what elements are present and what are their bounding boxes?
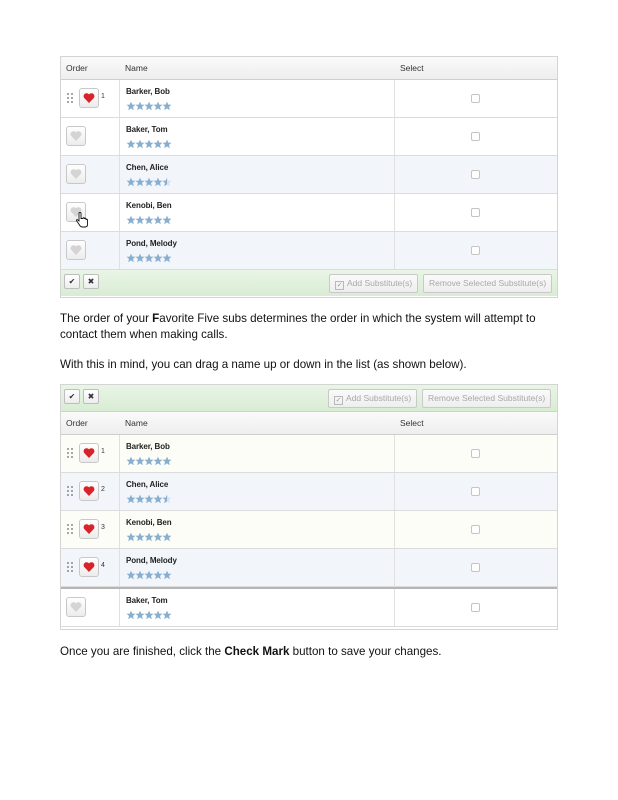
table-row[interactable]	[61, 511, 557, 549]
cancel-button[interactable]	[83, 274, 99, 289]
rating-stars	[126, 607, 171, 617]
check-icon: ✔	[68, 277, 76, 286]
select-checkbox[interactable]	[471, 94, 480, 103]
heart-icon	[83, 561, 95, 573]
table-row[interactable]	[61, 194, 557, 232]
instruction-paragraph: With this in mind, you can drag a name up or down in the list (as shown below).	[60, 358, 467, 371]
select-checkbox[interactable]	[471, 487, 480, 496]
sub-name: Chen, Alice	[126, 480, 169, 489]
sub-name: Kenobi, Ben	[126, 518, 172, 527]
favorites-grid-before	[60, 56, 558, 298]
drag-handle-icon[interactable]	[67, 524, 75, 536]
star-icon	[162, 610, 172, 620]
add-substitute-button[interactable]: ✓ Add Substitute(s)	[329, 274, 418, 293]
rating-stars	[126, 98, 171, 108]
star-icon	[162, 532, 172, 542]
rating-stars	[126, 250, 171, 260]
favorite-toggle[interactable]	[66, 240, 86, 260]
column-header-select[interactable]: Select	[400, 63, 424, 73]
sub-name: Baker, Tom	[126, 125, 168, 134]
favorite-toggle[interactable]	[66, 164, 86, 184]
favorite-toggle[interactable]	[79, 519, 99, 539]
order-number: 1	[101, 448, 105, 455]
heart-icon	[83, 92, 95, 104]
check-icon: ✔	[68, 392, 76, 401]
close-icon: ✖	[87, 277, 95, 286]
rating-stars	[126, 174, 171, 184]
table-row[interactable]	[61, 232, 557, 270]
grid-toolbar	[61, 270, 557, 296]
table-row[interactable]	[61, 587, 557, 627]
favorite-toggle[interactable]	[79, 443, 99, 463]
table-row[interactable]	[61, 156, 557, 194]
heart-outline-icon	[70, 244, 82, 256]
star-icon	[162, 494, 172, 504]
rating-stars	[126, 136, 171, 146]
heart-outline-icon	[70, 168, 82, 180]
rating-stars	[126, 491, 171, 501]
column-header-name[interactable]: Name	[125, 418, 148, 428]
grid-header	[61, 57, 557, 80]
column-header-select[interactable]: Select	[400, 418, 424, 428]
table-row[interactable]	[61, 435, 557, 473]
remove-substitute-button[interactable]: Remove Selected Substitute(s)	[423, 274, 552, 293]
favorite-toggle[interactable]	[66, 597, 86, 617]
grid-toolbar	[61, 385, 557, 412]
heart-icon	[83, 485, 95, 497]
column-header-name[interactable]: Name	[125, 63, 148, 73]
heart-outline-icon	[70, 601, 82, 613]
drag-handle-icon[interactable]	[67, 486, 75, 498]
favorite-toggle[interactable]	[66, 126, 86, 146]
rating-stars	[126, 567, 171, 577]
table-row[interactable]	[61, 473, 557, 511]
select-checkbox[interactable]	[471, 132, 480, 141]
cancel-button[interactable]	[83, 389, 99, 404]
table-row[interactable]	[61, 80, 557, 118]
remove-substitute-button[interactable]: Remove Selected Substitute(s)	[422, 389, 551, 408]
sub-name: Barker, Bob	[126, 442, 170, 451]
sub-name: Chen, Alice	[126, 163, 169, 172]
column-header-order[interactable]: Order	[66, 63, 88, 73]
heart-icon	[83, 523, 95, 535]
favorite-toggle[interactable]	[79, 481, 99, 501]
sub-name: Baker, Tom	[126, 596, 168, 605]
select-checkbox[interactable]	[471, 449, 480, 458]
star-icon	[162, 139, 172, 149]
table-row[interactable]	[61, 549, 557, 587]
sub-name: Pond, Melody	[126, 556, 177, 565]
rating-stars	[126, 212, 171, 222]
save-button[interactable]	[64, 389, 80, 404]
checkbox-icon: ✓	[335, 397, 342, 404]
select-checkbox[interactable]	[471, 525, 480, 534]
star-icon	[162, 456, 172, 466]
instruction-paragraph: The order of your Favorite Five subs determines the order in which the system will attempt to contact them when making calls.	[60, 312, 536, 341]
sub-name: Kenobi, Ben	[126, 201, 172, 210]
sub-name: Pond, Melody	[126, 239, 177, 248]
favorite-toggle[interactable]	[79, 557, 99, 577]
select-checkbox[interactable]	[471, 208, 480, 217]
save-button[interactable]	[64, 274, 80, 289]
column-header-order[interactable]: Order	[66, 418, 88, 428]
hand-pointer-icon	[76, 212, 88, 228]
order-number: 2	[101, 486, 105, 493]
star-icon	[162, 177, 172, 187]
add-substitute-button[interactable]: ✓ Add Substitute(s)	[328, 389, 417, 408]
drag-handle-icon[interactable]	[67, 93, 75, 105]
rating-stars	[126, 529, 171, 539]
favorite-toggle[interactable]	[79, 88, 99, 108]
drag-handle-icon[interactable]	[67, 448, 75, 460]
table-row[interactable]	[61, 118, 557, 156]
drag-handle-icon[interactable]	[67, 562, 75, 574]
star-icon	[162, 570, 172, 580]
order-number: 1	[101, 93, 105, 100]
select-checkbox[interactable]	[471, 170, 480, 179]
order-number: 4	[101, 562, 105, 569]
heart-icon	[83, 447, 95, 459]
order-number: 3	[101, 524, 105, 531]
instruction-paragraph: Once you are finished, click the Check Mark button to save your changes.	[60, 645, 442, 658]
close-icon: ✖	[87, 392, 95, 401]
grid-header	[61, 412, 557, 435]
select-checkbox[interactable]	[471, 563, 480, 572]
select-checkbox[interactable]	[471, 603, 480, 612]
heart-outline-icon	[70, 130, 82, 142]
rating-stars	[126, 453, 171, 463]
favorites-grid-after	[60, 384, 558, 630]
select-checkbox[interactable]	[471, 246, 480, 255]
star-icon	[162, 253, 172, 263]
checkbox-icon: ✓	[336, 282, 343, 289]
star-icon	[162, 101, 172, 111]
star-icon	[162, 215, 172, 225]
sub-name: Barker, Bob	[126, 87, 170, 96]
